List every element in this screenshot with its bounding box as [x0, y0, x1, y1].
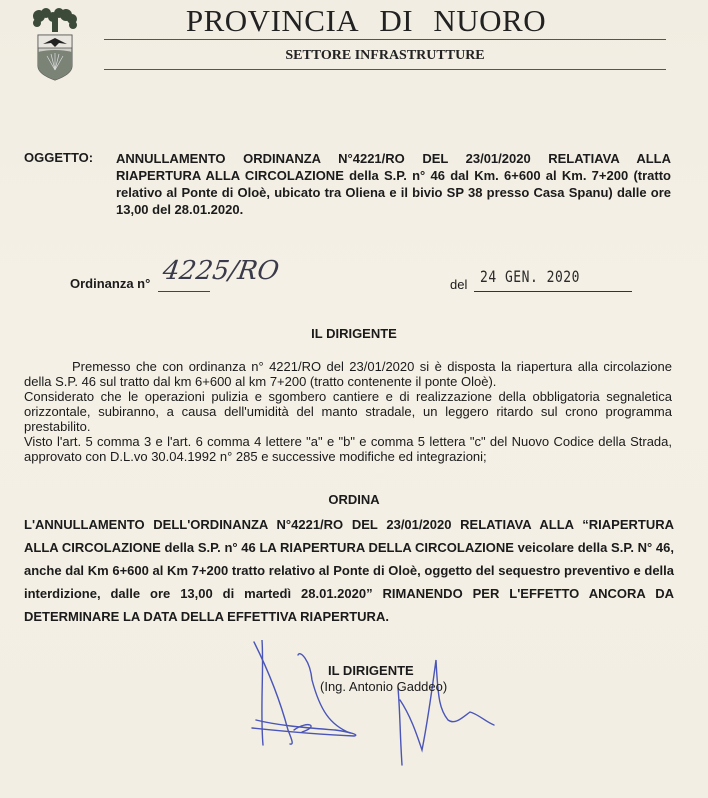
sector-name: SETTORE INFRASTRUTTURE: [285, 48, 485, 63]
title-word-nuoro: NUORO: [433, 3, 547, 38]
premise-paragraph: Visto l'art. 5 comma 3 e l'art. 6 comma 4 lettere "a" e "b" e comma 5 lettera "c" del Nuovo Codice della Strada, approvato con D.L.vo 30.04.1992 n° 285 e successive modifiche ed integrazioni;: [24, 434, 672, 464]
title-word-provincia: PROVINCIA: [185, 3, 360, 38]
order-text: L'ANNULLAMENTO DELL'ORDINANZA N°4221/RO DEL 23/01/2020 RELATIAVA ALLA “RIAPERTURA ALLA CIRCOLAZIONE della S.P. n° 46 LA RIAPERTURA DELLA CIRCOLAZIONE veicolare della S.P. N° 46, anche dal Km 6+600 al Km 7+200 tratto relativo al Ponte di Oloè, oggetto del sequestro preventivo e della interdizione, dalle ore 13,00 di martedì 28.01.2020” RIMANENDO PER L'EFFETTO ANCORA DA DETERMINARE LA DATA DELLA EFFETTIVA RIAPERTURA.: [24, 517, 674, 624]
ordinance-number-underline: [158, 291, 210, 292]
handwritten-signature: [250, 640, 510, 770]
heading-il-dirigente: IL DIRIGENTE: [311, 326, 397, 341]
signatory-title: IL DIRIGENTE: [328, 663, 414, 678]
signature-block: [320, 663, 447, 695]
province-title: [0, 3, 708, 39]
premise-paragraph: Considerato che le operazioni pulizia e sgombero cantiere e di realizzazione della obbligatoria segnaletica orizzontale, subiranno, a causa dell'umidità del manto stradale, un leggero ritardo sul crono programma prestabilito.: [24, 389, 672, 434]
header-divider-top: [104, 39, 666, 40]
date-underline: [474, 291, 632, 292]
premise-paragraph: Premesso che con ordinanza n° 4221/RO del 23/01/2020 si è disposta la riapertura alla circolazione della S.P. 46 sul tratto dal km 6+600 al km 7+200 (tratto contenente il ponte Oloè).: [24, 359, 672, 389]
heading-ordina: ORDINA: [328, 492, 380, 507]
header-divider-bottom: [104, 69, 666, 70]
subject-text: ANNULLAMENTO ORDINANZA N°4221/RO DEL 23/01/2020 RELATIAVA ALLA RIAPERTURA ALLA CIRCOLAZIONE della S.P. n° 46 dal Km. 6+600 al Km. 7+200 (tratto relativo al Ponte di Oloè, ubicato tra Oliena e il bivio SP 38 presso Casa Spanu) dalle ore 13,00 del 28.01.2020.: [116, 151, 671, 217]
date-stamp: 24 GEN. 2020: [480, 268, 580, 287]
premises-section: [24, 359, 672, 464]
ordinance-label: Ordinanza n°: [70, 276, 151, 291]
ordinance-number-handwritten: 4225/RO: [160, 256, 281, 286]
subject-label: OGGETTO:: [24, 150, 94, 165]
title-word-di: DI: [379, 3, 414, 38]
date-label: del: [450, 277, 468, 292]
signatory-name: (Ing. Antonio Gaddeo): [320, 679, 448, 694]
